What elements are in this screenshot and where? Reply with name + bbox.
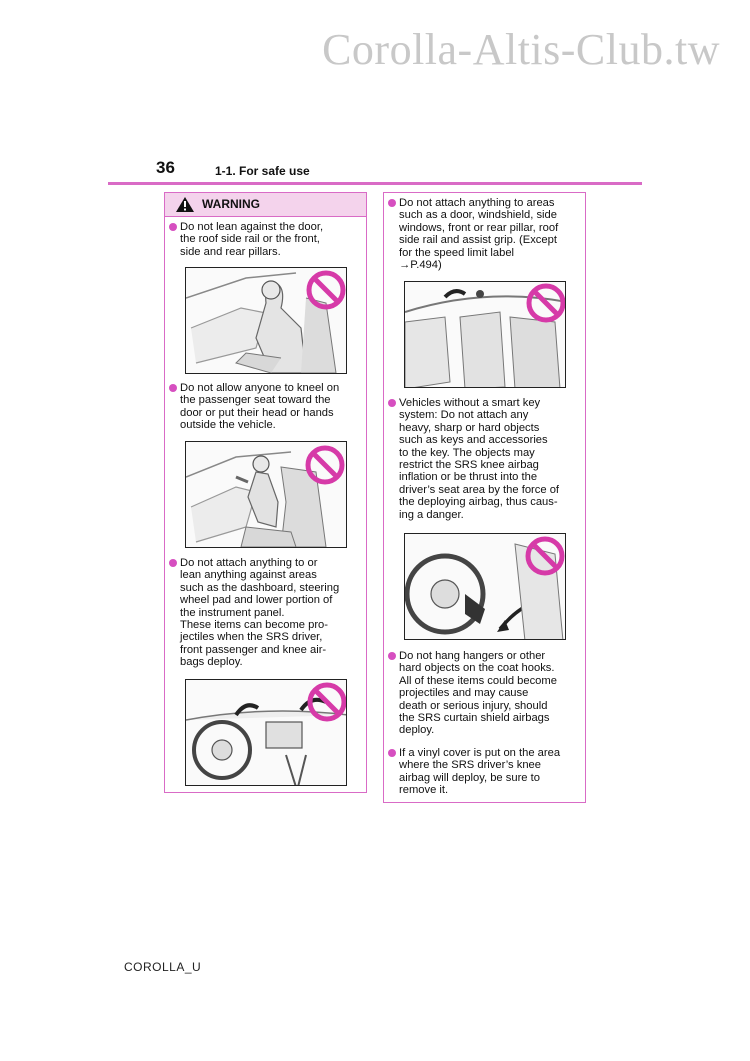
list-item <box>169 221 323 258</box>
header-rule <box>108 182 642 185</box>
prohibition-icon <box>308 448 342 482</box>
prohibition-icon <box>529 286 563 320</box>
illustration-lean-door <box>185 267 347 374</box>
item-text: Do not attach anything to areas such as a door, windshield, side windows, front or rear pillar, roof side rail and assist grip. (Except for the speed limit label →P.494) <box>399 197 559 272</box>
warning-header <box>165 193 366 217</box>
bullet-icon <box>388 399 396 407</box>
list-item <box>169 557 339 669</box>
bullet-icon <box>388 652 396 660</box>
illustration-dashboard <box>185 679 347 786</box>
item-text: Do not allow anyone to kneel on the passenger seat toward the door or put their head or hands outside the vehicle. <box>180 382 340 432</box>
item-text: Do not attach anything to or lean anything against areas such as the dashboard, steering wheel pad and lower portion of the instrument panel. These items can become pro- jectiles when the SRS driver, front passenger and knee air- bags deploy. <box>180 557 340 669</box>
item-text: Vehicles without a smart key system: Do not attach any heavy, sharp or hard objects such as keys and accessories to the key. The objects may restrict the SRS knee airbag inflation or be thrust into the driver’s seat area by the force of the deploying airbag, thus caus- ing a danger. <box>399 397 560 521</box>
bullet-icon <box>169 223 177 231</box>
list-item <box>388 747 560 797</box>
item-text: If a vinyl cover is put on the area where the SRS driver’s knee airbag will deploy, be sure to remove it. <box>399 747 561 797</box>
page-number: 36 <box>156 158 175 177</box>
list-item <box>169 382 339 432</box>
illustration-windshield <box>404 281 566 388</box>
warning-box-left <box>164 192 367 793</box>
warning-triangle-icon <box>175 196 195 213</box>
illustration-key <box>404 533 566 640</box>
warning-box-right <box>383 192 586 803</box>
illustration-kneel-seat <box>185 441 347 548</box>
footer-code: COROLLA_U <box>124 960 202 974</box>
warning-label: WARNING <box>202 197 260 211</box>
list-item <box>388 650 557 737</box>
bullet-icon <box>169 384 177 392</box>
bullet-icon <box>388 199 396 207</box>
item-text: Do not hang hangers or other hard objects on the coat hooks. All of these items could become projectiles and may cause death or serious injury, should the SRS curtain shield airbags deploy. <box>399 650 557 737</box>
watermark: Corolla-Altis-Club.tw <box>322 25 720 74</box>
section-title: 1-1. For safe use <box>215 164 310 178</box>
list-item <box>388 197 558 271</box>
item-text: Do not lean against the door, the roof side rail or the front, side and rear pillars. <box>180 221 324 258</box>
list-item <box>388 397 559 521</box>
prohibition-icon <box>309 273 343 307</box>
bullet-icon <box>388 749 396 757</box>
bullet-icon <box>169 559 177 567</box>
